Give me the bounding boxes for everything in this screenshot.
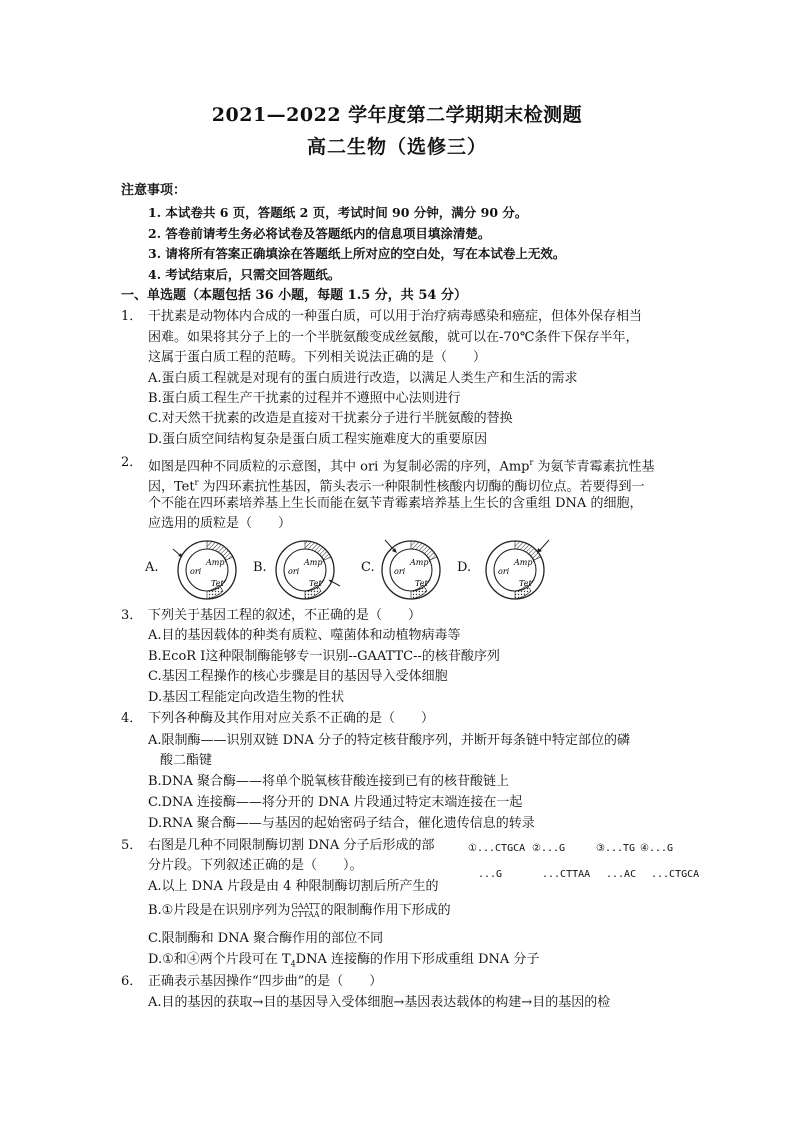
fragment-top: ①...CTGCA [468, 843, 526, 854]
ori-label: ori [190, 567, 202, 576]
option: D.蛋白质空间结构复杂是蛋白质工程实施难度大的重要原因 [148, 432, 488, 447]
note-item: 2. 答卷前请考生务必将试卷及答题纸内的信息项目填涂清楚。 [148, 226, 491, 241]
option: C.对天然干扰素的改造是直接对干扰素分子进行半胱氨酸的替换 [148, 411, 513, 426]
question-text: 困难。如果将其分子上的一个半胱氨酸变成丝氨酸，就可以在-70℃条件下保存半年， [148, 330, 639, 345]
option-continued: 酸二酯键 [160, 753, 213, 768]
plasmid-option-d [457, 536, 567, 606]
ori-label: ori [288, 567, 300, 576]
plasmid-label: C. [361, 560, 375, 575]
note-item: 3. 请将所有答案正确填涂在答题纸上所对应的空白处，写在本试卷上无效。 [148, 246, 566, 261]
plasmid-option-b [253, 536, 363, 606]
plasmid-figures [145, 536, 565, 606]
question-number: 3． [121, 608, 143, 623]
option: B.DNA 聚合酶——将单个脱氧核苷酸连接到已有的核苷酸链上 [148, 774, 510, 789]
amp-label: Amp$^r$ [410, 558, 431, 567]
plasmid-label: D. [457, 560, 472, 575]
fragment-top: ②...G [532, 843, 566, 854]
ori-label: ori [394, 567, 406, 576]
option: B.蛋白质工程生产干扰素的过程并不遵照中心法则进行 [148, 391, 461, 406]
amp-label: Amp$^r$ [514, 558, 535, 567]
amp-label: Amp$^r$ [304, 558, 325, 567]
question-text: 如图是四种不同质粒的示意图，其中 ori 为复制必需的序列，Amp$^r$ 为氨苄青霉素抗性基 [148, 458, 655, 475]
fragment-bottom: ...G [478, 869, 503, 880]
note-item: 4. 考试结束后，只需交回答题纸。 [148, 267, 341, 282]
plasmid-c-diagram [361, 536, 471, 606]
exam-title: 2021—2022 学年度第二学期期末检测题 [211, 104, 583, 126]
option: D.①和④两个片段可在 $T_4DNA$ 连接酶的作用下形成重组 DNA 分子 [148, 952, 540, 969]
tet-label: Tet$^r$ [415, 579, 431, 588]
question-text: 个不能在四环素培养基上生长而能在氨苄青霉素培养基上生长的含重组 DNA 的细胞， [148, 496, 643, 511]
fragment-bottom: ...AC [606, 869, 637, 880]
question-text: 这属于蛋白质工程的范畴。下列相关说法正确的是（ ） [148, 350, 487, 365]
question-text: 因，Tet$^r$ 为四环素抗性基因，箭头表示一种限制性核酸内切酶的酶切位点。若要得到一 [148, 478, 645, 495]
question-number: 4． [121, 711, 143, 726]
option: D.RNA 聚合酶——与基因的起始密码子结合，催化遗传信息的转录 [148, 816, 535, 831]
option: B.EcoR Ⅰ这种限制酶能够专一识别--GAATTC--的核苷酸序列 [148, 649, 500, 664]
fragment-bottom: ...CTGCA [651, 869, 700, 880]
option: A.蛋白质工程就是对现有的蛋白质进行改造，以满足人类生产和生活的需求 [148, 371, 578, 386]
option: B.①片段是在识别序列为GAATT CTTAA的限制酶作用下形成的 [148, 901, 451, 919]
option: D.基因工程能定向改造生物的性状 [148, 690, 345, 705]
question-text: 下列各种酶及其作用对应关系不正确的是（ ） [148, 711, 435, 726]
exam-subtitle: 高二生物（选修三） [306, 136, 487, 158]
question-number: 6． [121, 974, 143, 989]
question-number: 2． [121, 455, 143, 470]
plasmid-option-c [361, 536, 471, 606]
option: A.目的基因载体的种类有质粒、噬菌体和动植物病毒等 [148, 628, 461, 643]
fragment-top: ④...G [640, 843, 674, 854]
ori-label: ori [498, 567, 510, 576]
amp-label: Amp$^r$ [206, 558, 227, 567]
notes-heading: 注意事项： [121, 183, 187, 198]
plasmid-option-a [145, 536, 255, 606]
fragment-top: ③...TG [596, 843, 636, 854]
question-text: 应选用的质粒是（ ） [148, 516, 292, 531]
question-text: 正确表示基因操作“四步曲”的是（ ） [148, 974, 383, 989]
plasmid-a-diagram [145, 536, 255, 606]
fragment-bottom: ...CTTAA [542, 869, 591, 880]
question-text: 分片段。下列叙述正确的是（ ）。 [148, 858, 363, 873]
question-text: 干扰素是动物体内合成的一种蛋白质，可以用于治疗病毒感染和癌症，但体外保存相当 [148, 309, 643, 324]
section-heading: 一、单选题（本题包括 36 小题，每题 1.5 分，共 54 分） [121, 288, 467, 303]
recognition-sequence: GAATT CTTAA [291, 901, 320, 919]
option: A.目的基因的获取→目的基因导入受体细胞→基因表达载体的构建→目的基因的检 [148, 995, 611, 1010]
plasmid-d-diagram [457, 536, 567, 606]
option: C.限制酶和 DNA 聚合酶作用的部位不同 [148, 931, 384, 946]
plasmid-label: A. [145, 560, 159, 575]
option: C.基因工程操作的核心步骤是目的基因导入受体细胞 [148, 669, 448, 684]
plasmid-b-diagram [253, 536, 363, 606]
question-text: 右图是几种不同限制酶切割 DNA 分子后形成的部 [148, 838, 435, 853]
tet-label: Tet$^r$ [211, 579, 227, 588]
question-number: 1． [121, 309, 143, 324]
question-number: 5． [121, 838, 143, 853]
option: C.DNA 连接酶——将分开的 DNA 片段通过特定末端连接在一起 [148, 795, 523, 810]
tet-label: Tet$^r$ [519, 579, 535, 588]
note-item: 1. 本试卷共 6 页，答题纸 2 页，考试时间 90 分钟，满分 90 分。 [148, 205, 528, 220]
tet-label: Tet$^r$ [309, 579, 325, 588]
plasmid-label: B. [253, 560, 267, 575]
question-text: 下列关于基因工程的叙述，不正确的是（ ） [148, 608, 422, 623]
option: A.以上 DNA 片段是由 4 种限制酶切割后所产生的 [148, 879, 439, 894]
option: A.限制酶——识别双链 DNA 分子的特定核苷酸序列，并断开每条链中特定部位的磷 [148, 733, 630, 748]
